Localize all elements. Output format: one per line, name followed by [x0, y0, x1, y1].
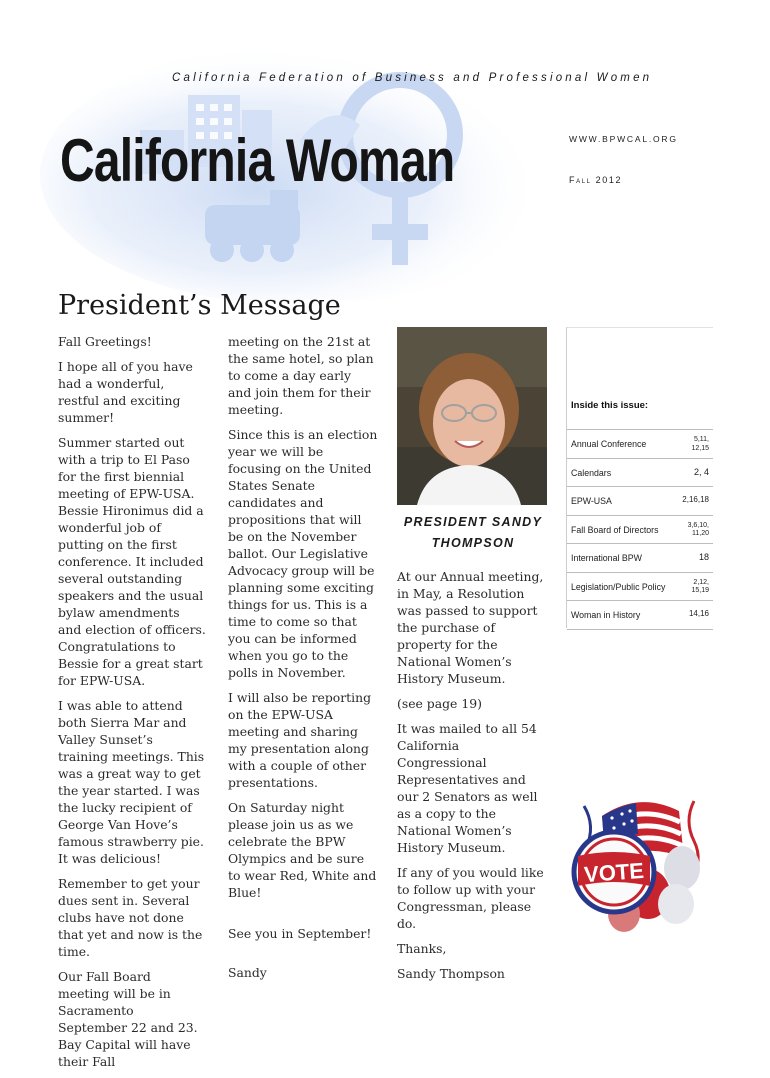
photo-caption — [392, 512, 554, 554]
federation-name: California Federation of Business and Professional Women — [172, 72, 653, 84]
issue-season: Fall 2012 — [569, 175, 623, 185]
toc-item[interactable] — [567, 459, 713, 488]
toc-item-title: Legislation/Public Policy — [571, 581, 666, 592]
toc-item-title: Calendars — [571, 467, 612, 478]
toc-item-pages: 18 — [698, 552, 709, 562]
paragraph: (see page 19) — [397, 696, 482, 711]
paragraph: At our Annual meeting, in May, a Resolution was passed to support the purchase of property for the National Women’s History Museum. — [397, 569, 544, 686]
inside-this-issue-sidebar — [566, 327, 713, 628]
paragraph: Remember to get your dues sent in. Several clubs have not done that yet and now is the time. — [58, 876, 203, 959]
paragraph: On Saturday night please join us as we celebrate the BPW Olympics and be sure to wear Red, White and Blue! — [228, 800, 377, 900]
toc-item-title: Annual Conference — [571, 439, 647, 449]
paragraph: I was able to attend both Sierra Mar and Valley Sunset’s training meetings. This was a great way to get the year started. I was the lucky recipient of George Van Hove’s famous strawberry pie. It was delicious! — [58, 698, 205, 866]
toc-item[interactable] — [567, 516, 713, 545]
toc-item-pages: 2,12, 15,19 — [691, 578, 709, 594]
toc-item[interactable] — [567, 544, 713, 573]
caption-line: THOMPSON — [431, 536, 515, 550]
newsletter-masthead: California Woman — [60, 127, 455, 194]
toc-item-title: Woman in History — [571, 610, 641, 620]
signoff: Sandy — [228, 965, 267, 980]
signature: Sandy Thompson — [397, 966, 505, 981]
toc-item[interactable] — [567, 573, 713, 602]
paragraph: Fall Greetings! — [58, 334, 152, 349]
caption-line: PRESIDENT SANDY — [403, 515, 543, 529]
article-column-2 — [228, 333, 378, 989]
toc-item-title: Fall Board of Directors — [571, 524, 659, 535]
closing-line: See you in September! — [228, 926, 372, 941]
toc-item-title: International BPW — [571, 553, 642, 563]
paragraph: It was mailed to all 54 California Congressional Representatives and our 2 Senators as well as a copy to the National Women’s History Museum. — [397, 721, 538, 855]
toc-item[interactable] — [567, 487, 713, 516]
vote-button-icon — [574, 832, 654, 912]
toc-item-title: EPW-USA — [571, 496, 612, 506]
toc-item-pages: 3,6,10, 11,20 — [687, 521, 709, 537]
toc-item-pages: 5,11, 12,15 — [691, 436, 709, 452]
article-column-3 — [397, 568, 547, 990]
toc-item-pages: 2, 4 — [693, 466, 709, 477]
paragraph: meeting on the 21st at the same hotel, so plan to come a day early and join them for their meeting. — [228, 334, 374, 417]
article-title: President’s Message — [58, 290, 341, 321]
vote-badge-text: VOTE — [583, 857, 645, 888]
sidebar-heading: Inside this issue: — [571, 400, 649, 411]
paragraph: Since this is an election year we will be focusing on the United States Senate candidates and propositions that will be on the November ballot. Our Legislative Advocacy group will be planning some exciting things for us. This is a time to come so that you can be informed when you go to the polls in November. — [228, 427, 378, 680]
paragraph: I will also be reporting on the EPW-USA meeting and sharing my presentation along with a couple of other presentations. — [228, 690, 372, 790]
toc-item[interactable] — [567, 601, 713, 630]
paragraph: If any of you would like to follow up with your Congressman, please do. — [397, 865, 544, 931]
toc-item-pages: 14,16 — [688, 609, 709, 618]
paragraph: Summer started out with a trip to El Paso for the first biennial meeting of EPW-USA. Bessie Hironimus did a wonderful job of putting on the first conference. It included several outstanding speakers and the usual bylaw amendments and election of officers. Congratulations to Bessie for a great start for EPW-USA. — [58, 435, 206, 688]
toc-item-pages: 2,16,18 — [682, 495, 709, 504]
table-of-contents — [567, 429, 713, 630]
paragraph: Our Fall Board meeting will be in Sacramento September 22 and 23. Bay Capital will have their Fall — [58, 969, 198, 1069]
paragraph: Thanks, — [397, 941, 447, 956]
article-column-1 — [58, 333, 206, 1078]
paragraph: I hope all of you have had a wonderful, restful and exciting summer! — [58, 359, 193, 425]
website-link[interactable]: WWW.BPWCAL.ORG — [569, 134, 678, 144]
president-photo — [397, 327, 547, 505]
toc-item[interactable] — [567, 429, 713, 459]
vote-badge-illustration — [544, 786, 720, 936]
